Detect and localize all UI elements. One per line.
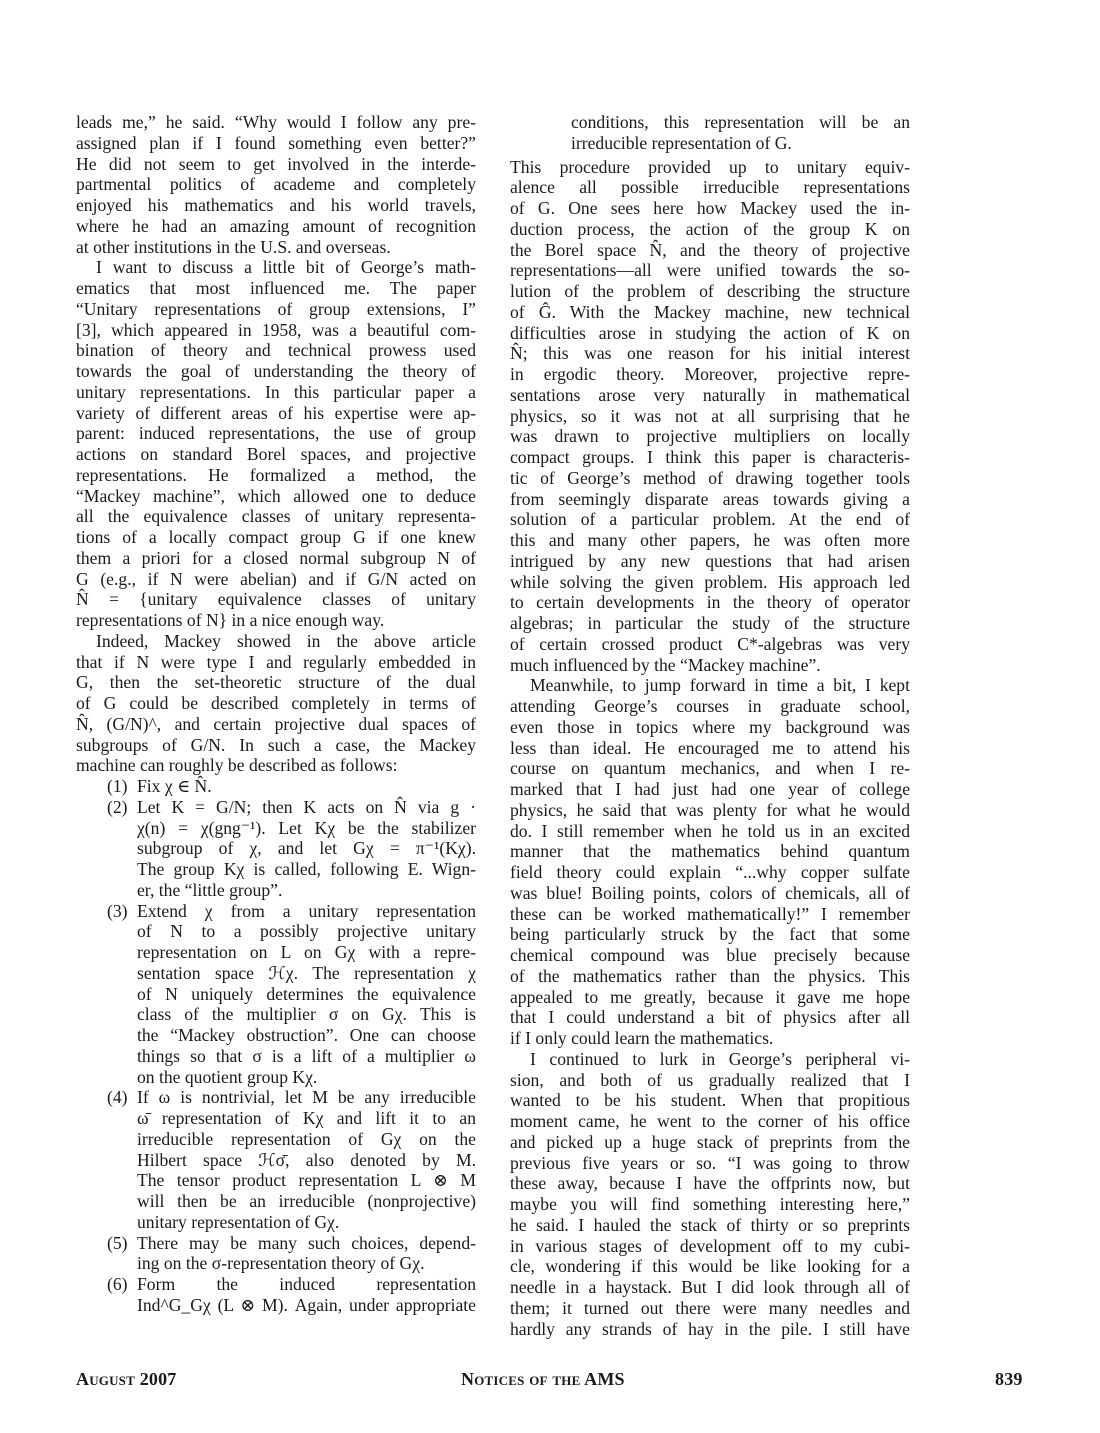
paragraph-line: if I only could learn the mathematics. [510,1028,774,1048]
paragraph-line: manner that the mathematics behind quantum [510,841,910,862]
paragraph-line: field theory could explain “...why copper sulfate [510,862,910,882]
paragraph-line: being particularly struck by the fact that some [510,924,910,945]
paragraph-line: them a priori for a closed normal subgroup N of [76,547,476,568]
paragraph-line: of Ĝ. With the Mackey machine, new technical [510,301,910,322]
paragraph-line: parent: induced representations, the use of group [76,423,476,444]
paragraph-line: Indeed, Mackey showed in the above article [96,630,476,651]
list-item-line: conditions, this representation will be an [571,112,910,132]
list-item-line: unitary representation of Gχ. [137,1211,340,1232]
paragraph-line: that I could understand a bit of physics after all [510,1007,910,1028]
list-item [76,1087,476,1108]
paragraph-line: actions on standard Borel spaces, and projective [76,444,476,464]
paragraph-line: partmental politics of academe and completely [76,174,476,195]
paragraph-line: that if N were type I and regularly embedded in [76,651,476,672]
list-item-line: subgroup of χ, and let Gχ = π⁻¹(Kχ). [137,838,476,859]
paragraph-line: moment came, he went to the corner of his office [510,1111,910,1131]
paragraph-line: alence all possible irreducible representations [510,177,910,198]
footer-page-number: 839 [995,1369,1023,1389]
list-item-line: sentation space ℋχ. The representation χ [137,962,476,983]
right-column [510,112,910,1339]
paragraph-line: wanted to be his student. When that propitious [510,1090,910,1111]
list-item-line: things so that σ is a lift of a multiplier ω [137,1045,476,1066]
paragraph-line: subgroups of G/N. In such a case, the Mackey [76,734,476,755]
paragraph-line: tions of a locally compact group G if one knew [76,527,476,547]
list-item-line: on the quotient group Kχ. [137,1066,318,1087]
list-item-line: class of the multiplier σ on Gχ. This is [137,1004,476,1025]
paragraph-line: where he had an amazing amount of recognition [76,215,476,236]
list-item-line: irreducible representation of G. [571,132,792,153]
list-item-line: ω̄ representation of Kχ and lift it to an [137,1108,476,1128]
paragraph-line: in various stages of development off to my cubi- [510,1235,910,1256]
paragraph-line: variety of different areas of his expertise were ap- [76,402,476,423]
list-item [76,797,476,818]
paragraph-line: attending George’s courses in graduate school, [510,696,910,716]
list-item [76,776,476,797]
paragraph-line: of G could be described completely in terms of [76,693,476,713]
paragraph-line: solution of a particular problem. At the end of [510,509,910,530]
paragraph-line: enjoyed his mathematics and his world travels, [76,195,476,215]
paragraph-line: N̂; this was one reason for his initial interest [510,343,910,364]
paragraph-line: G (e.g., if N were abelian) and if G/N acted on [76,568,476,589]
list-item-number: (1) [107,776,128,796]
list-item [76,1233,476,1254]
list-item-text: Fix χ ∈ N̂. [137,776,212,796]
paragraph-line: to certain developments in the theory of operator [510,592,910,613]
paragraph-line: previous five years or so. “I was going to throw [510,1152,910,1173]
paragraph-line: Meanwhile, to jump forward in time a bit, I kept [530,675,910,696]
paragraph-line: This procedure provided up to unitary equiv- [510,156,910,177]
paragraph-line: He did not seem to get involved in the interde- [76,153,476,174]
paragraph-line: G, then the set-theoretic structure of the dual [76,672,476,693]
paragraph-line: sion, and both of us gradually realized that I [510,1069,910,1090]
paragraph-line: at other institutions in the U.S. and overseas. [76,236,391,257]
paragraph-line: “Mackey machine”, which allowed one to deduce [76,485,476,506]
paragraph-line: these away, because I have the offprints now, but [510,1173,910,1194]
list-item-line: Ind^G_Gχ (L ⊗ M). Again, under appropriate [137,1294,476,1315]
list-item-number: (5) [107,1232,128,1253]
paragraph-line: all the equivalence classes of unitary representa- [76,506,476,527]
paragraph-line: marked that I had just had one year of college [510,779,910,799]
list-item [76,901,476,922]
paragraph-line: them; it turned out there were many needles and [510,1297,910,1318]
paragraph-line: sentations arose very naturally in mathematical [510,384,910,405]
list-item-line: Hilbert space ℋσ̄, also denoted by M. [137,1149,476,1170]
paragraph-line: N̂, (G/N)^, and certain projective dual spaces of [76,713,476,734]
paragraph-line: maybe you will find something interesting here,” [510,1194,910,1214]
paragraph-line: of certain crossed product C*-algebras was very [510,633,910,654]
footer-journal-title: Notices of the AMS [461,1369,625,1389]
paragraph-line: tic of George’s method of drawing together tools [510,467,910,488]
list-item-text: Form the induced representation [137,1274,476,1294]
list-item-text: If ω is nontrivial, let M be any irreducible [137,1087,476,1108]
list-item-text: There may be many such choices, depend- [137,1232,476,1253]
paragraph-line: assigned plan if I found something even better?” [76,132,476,153]
paragraph-line: I continued to lurk in George’s peripheral vi- [530,1048,910,1069]
paragraph-line: and picked up a huge stack of preprints from the [510,1131,910,1152]
list-item-line: of N uniquely determines the equivalence [137,983,476,1004]
paragraph-line: duction process, the action of the group K on [510,218,910,239]
paragraph-line: physics, so it was not at all surprising that he [510,405,910,426]
list-item-line: irreducible representation of Gχ on the [137,1128,476,1149]
paragraph-line: “Unitary representations of group extensions, I” [76,298,476,319]
paragraph-line: was drawn to projective multipliers on locally [510,426,910,447]
paragraph-line: bination of theory and technical prowess used [76,340,476,361]
paragraph-line: machine can roughly be described as follows: [76,755,398,776]
list-item-line: representation on L on Gχ with a repre- [137,942,476,962]
paragraph-line: I want to discuss a little bit of George’s math- [96,257,476,278]
paragraph-line: representations—all were unified towards the so- [510,260,910,281]
paragraph-line: unitary representations. In this particular paper a [76,381,476,402]
list-item-line: the “Mackey obstruction”. One can choose [137,1025,476,1045]
paragraph-line: of the mathematics rather than the physics. This [510,965,910,986]
paragraph-line: physics, he said that was plenty for what he would [510,799,910,820]
paragraph-line: even those in topics where my background was [510,716,910,737]
paragraph-line: from seemingly disparate areas towards giving a [510,488,910,509]
paragraph-line: these can be worked mathematically!” I remember [510,903,910,924]
paragraph-line: this and many other papers, he was often more [510,530,910,550]
paragraph-line: intrigued by any new questions that had arisen [510,550,910,571]
list-item-line: ing on the σ-representation theory of Gχ. [137,1253,425,1274]
paragraph-line: towards the goal of understanding the theory of [76,361,476,381]
paragraph-line: difficulties arose in studying the action of K on [510,322,910,343]
list-item-line: The group Kχ is called, following E. Wign- [137,859,476,879]
paragraph-line: representations. He formalized a method, the [76,464,476,485]
list-item-line: χ(n) = χ(gng⁻¹). Let Kχ be the stabilizer [137,817,476,838]
paragraph-line: less than ideal. He encouraged me to attend his [510,737,910,758]
paragraph-line: hardly any strands of hay in the pile. I still have [510,1318,910,1339]
paragraph-line: the Borel space N̂, and the theory of projective [510,239,910,260]
paragraph-line: lution of the problem of describing the structure [510,281,910,301]
list-item-line: The tensor product representation L ⊗ M [137,1170,476,1191]
list-item-line: of N to a possibly projective unitary [137,921,476,942]
list-item-line: will then be an irreducible (nonprojective) [137,1191,476,1211]
paragraph-line: leads me,” he said. “Why would I follow any pre- [76,112,476,132]
paragraph-line: while solving the given problem. His approach led [510,571,910,592]
paragraph-line: chemical compound was blue precisely because [510,945,910,965]
list-item-line: er, the “little group”. [137,879,283,900]
footer-date: August 2007 [76,1369,177,1389]
left-column [76,112,476,1316]
paragraph-line: algebras; in particular the study of the structure [510,613,910,633]
paragraph-line: cle, wondering if this would be like looking for a [510,1256,910,1277]
list-item-number: (3) [107,900,128,921]
list-item-number: (2) [107,796,128,817]
list-item-text: Extend χ from a unitary representation [137,900,476,921]
list-item-text: Let K = G/N; then K acts on N̂ via g · [137,796,476,817]
paragraph-line: ematics that most influenced me. The paper [76,278,476,298]
paragraph-line: N̂ = {unitary equivalence classes of unitary [76,589,476,610]
list-item-number: (4) [107,1087,128,1108]
list-item [76,1274,476,1295]
paragraph-line: he said. I hauled the stack of thirty or so preprints [510,1214,910,1235]
paragraph-line: representations of N} in a nice enough way. [76,610,385,630]
paragraph-line: [3], which appeared in 1958, was a beautiful com- [76,319,476,340]
paragraph-line: needle in a haystack. But I did look through all of [510,1277,910,1297]
paragraph-line: was blue! Boiling points, colors of chemicals, all of [510,882,910,903]
paragraph-line: in ergodic theory. Moreover, projective repre- [510,364,910,384]
paragraph-line: of G. One sees here how Mackey used the in- [510,198,910,218]
paragraph-line: much influenced by the “Mackey machine”. [510,654,821,675]
paragraph-line: course on quantum mechanics, and when I re- [510,758,910,779]
paragraph-line: compact groups. I think this paper is characteris- [510,447,910,467]
paragraph-line: appealed to me greatly, because it gave me hope [510,986,910,1007]
paragraph-line: do. I still remember when he told us in an excited [510,820,910,841]
list-item-number: (6) [107,1274,128,1294]
